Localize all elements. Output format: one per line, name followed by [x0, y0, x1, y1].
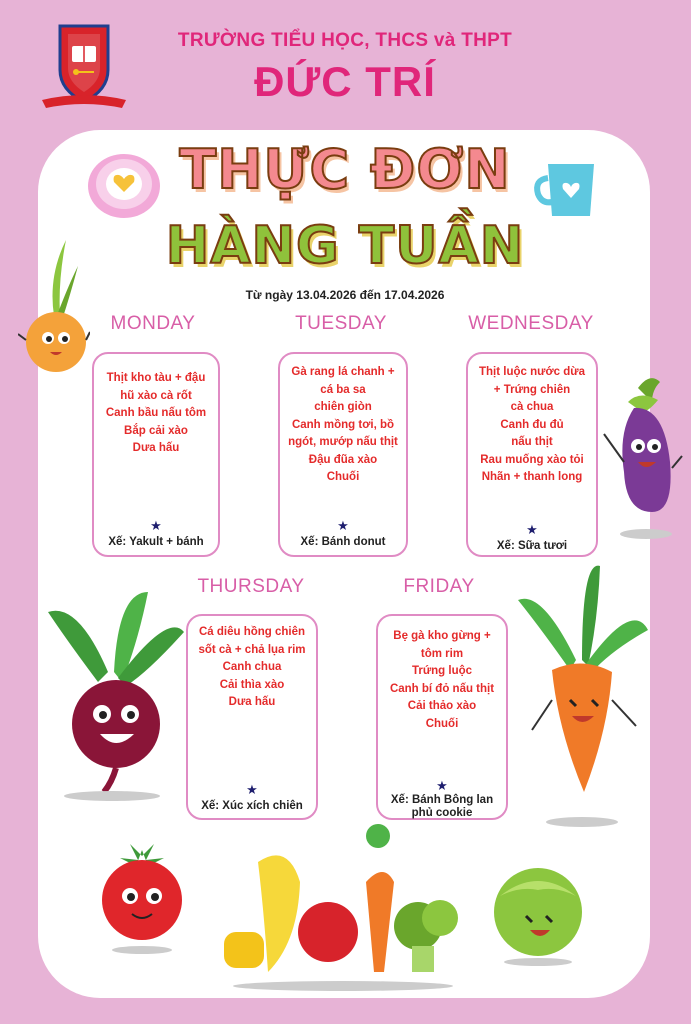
star-icon: ★ [150, 518, 162, 533]
star-icon: ★ [246, 782, 258, 797]
menu-item: hũ xào cà rốt [120, 389, 192, 402]
tomato-character [86, 838, 198, 956]
menu-card-friday [376, 614, 508, 820]
menu-card-wednesday [466, 352, 598, 557]
menu-item: + Trứng chiên [493, 383, 571, 396]
menu-item: Cải thìa xào [219, 678, 285, 691]
date-range: Từ ngày 13.04.2026 đến 17.04.2026 [245, 288, 445, 302]
fruit-vegetable-group [218, 822, 468, 992]
menu-item: tôm rim [420, 647, 464, 660]
menu-item: Canh đu đủ [500, 418, 564, 431]
snack-text: Xế: Bánh Bông lan phủ cookie [390, 794, 494, 819]
menu-item: Thịt luộc nước dừa [479, 366, 585, 378]
menu-item: Thịt kho tàu + đậu [106, 372, 206, 384]
menu-item: Dưa hấu [228, 696, 276, 708]
menu-title-line2: HÀNG TUẦN [165, 216, 525, 276]
menu-item: Canh mồng tơi, bồ [291, 418, 395, 431]
carrot-character [512, 560, 652, 830]
menu-title-line1: THỰC ĐƠN [179, 138, 511, 201]
menu-list [468, 354, 596, 487]
menu-card-monday [92, 352, 220, 557]
menu-item: sốt cà + chả lụa rim [198, 643, 306, 656]
menu-item: cá ba sa [320, 383, 366, 396]
menu-item: Chuối [326, 471, 360, 483]
menu-item: Canh bí đỏ nấu thịt [389, 682, 495, 695]
menu-list [94, 354, 218, 458]
snack-text: Xế: Xúc xích chiên [201, 800, 303, 812]
coffee-mug-icon [532, 156, 610, 222]
menu-item: nấu thịt [511, 436, 553, 448]
menu-item: Đậu đũa xào [308, 453, 378, 466]
menu-item: Nhãn + thanh long [481, 471, 583, 483]
menu-item: Rau muống xào tỏi [480, 453, 584, 466]
menu-card-thursday [186, 614, 318, 820]
menu-item: Trứng luộc [411, 665, 473, 677]
day-heading-monday: MONDAY [110, 313, 196, 334]
beet-character [38, 582, 186, 802]
star-icon: ★ [526, 522, 538, 537]
onion-character [18, 236, 90, 376]
day-heading-tuesday: TUESDAY [295, 313, 387, 334]
menu-item: chiên giòn [314, 401, 372, 413]
menu-item: cà chua [510, 401, 554, 413]
snack-text: Xế: Yakult + bánh [108, 536, 204, 548]
eggplant-character [598, 372, 684, 542]
star-icon: ★ [337, 518, 349, 533]
menu-item: Cải thảo xào [407, 700, 477, 712]
cabbage-character [486, 856, 590, 968]
menu-item: Chuối [425, 717, 459, 730]
star-icon: ★ [436, 778, 448, 793]
snack-text: Xế: Sữa tươi [496, 540, 568, 552]
school-logo [38, 20, 130, 112]
menu-item: Bẹ gà kho gừng + [393, 630, 491, 642]
snack-text: Xế: Bánh donut [300, 536, 386, 548]
menu-list [280, 354, 406, 487]
day-heading-thursday: THURSDAY [197, 576, 305, 597]
fried-egg-plate-icon [84, 148, 164, 220]
menu-item: ngót, mướp nấu thịt [288, 436, 398, 448]
day-heading-wednesday: WEDNESDAY [468, 313, 594, 334]
menu-card-tuesday [278, 352, 408, 557]
menu-item: Gà rang lá chanh + [291, 366, 395, 378]
menu-list [378, 616, 506, 733]
school-name-line1: TRƯỜNG TIỂU HỌC, THCS và THPT [177, 30, 513, 51]
menu-item: Dưa hấu [132, 442, 180, 454]
menu-list [188, 616, 316, 712]
menu-item: Canh bầu nấu tôm [105, 407, 207, 419]
menu-item: Bắp cải xào [124, 424, 188, 437]
school-name-line2: ĐỨC TRÍ [254, 58, 436, 105]
day-heading-friday: FRIDAY [403, 576, 475, 597]
menu-item: Canh chua [222, 661, 282, 673]
menu-item: Cá diêu hồng chiên [198, 626, 306, 638]
